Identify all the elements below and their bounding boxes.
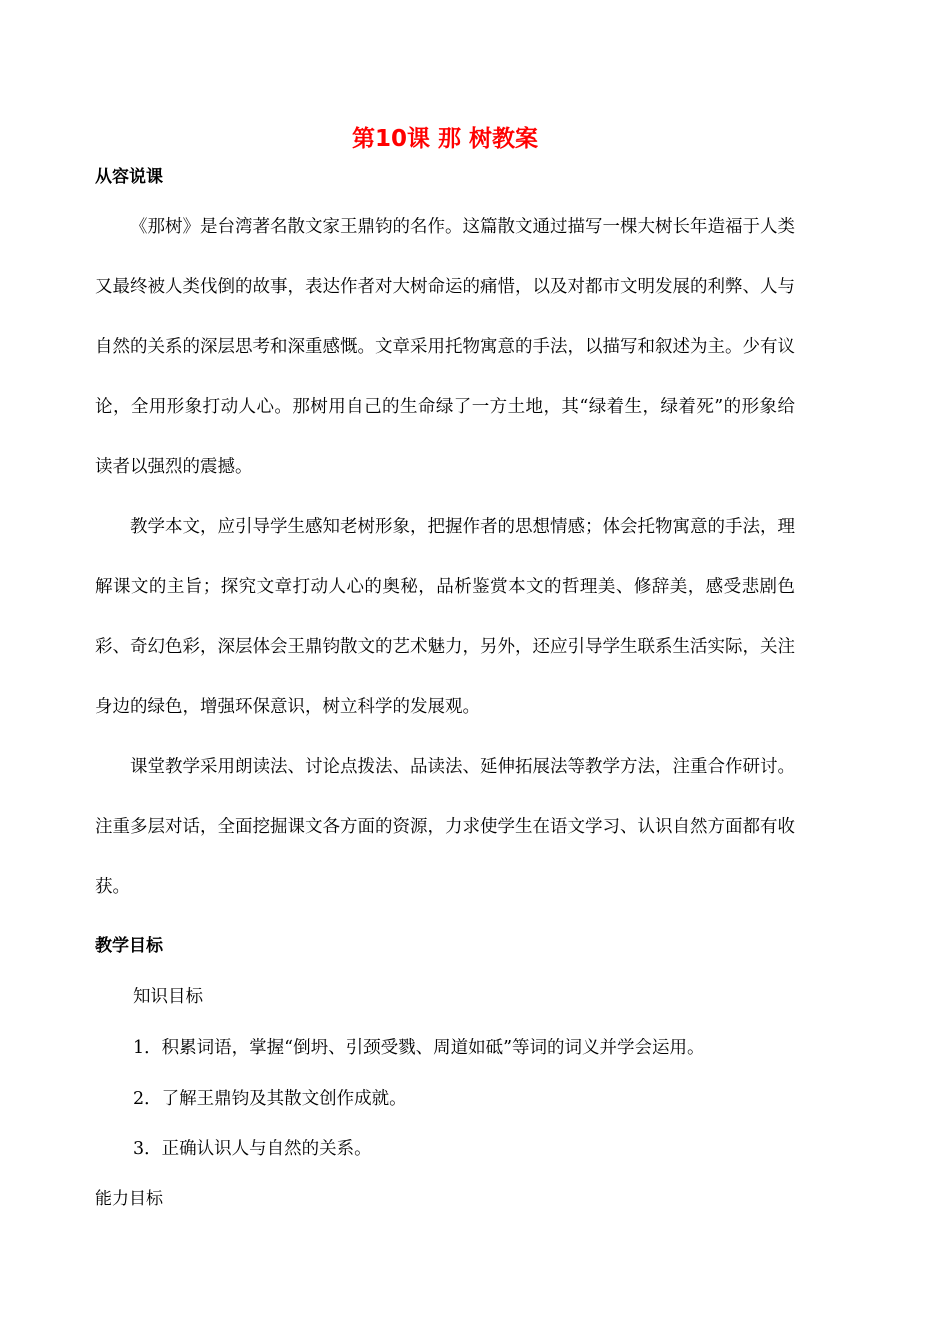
page-title: 第10课 那 树教案 — [351, 126, 539, 152]
section-heading-teaching-goals: 教学目标 — [95, 936, 163, 956]
paragraph-2: 教学本文，应引导学生感知老树形象，把握作者的思想情感；体会托物寓意的手法，理解课文的主旨；探究文章打动人心的奥秘，品析鉴赏本文的哲理美、修辞美，感受悲剧色彩、奇幻色彩，深层体会王鼎钧散文的艺术魅力，另外，还应引导学生联系生活实际，关注身边的绿色，增强环保意识，树立科学的发展观。 — [95, 517, 795, 717]
knowledge-item-2: 2．了解王鼎钧及其散文创作成就。 — [133, 1089, 407, 1109]
section-heading-lesson-intro: 从容说课 — [95, 167, 163, 187]
paragraph-1: 《那树》是台湾著名散文家王鼎钧的名作。这篇散文通过描写一棵大树长年造福于人类又最终被人类伐倒的故事，表达作者对大树命运的痛惜，以及对都市文明发展的利弊、人与自然的关系的深层思考和深重感慨。文章采用托物寓意的手法，以描写和叙述为主。少有议论，全用形象打动人心。那树用自己的生命绿了一方土地，其“绿着生，绿着死”的形象给读者以强烈的震撼。 — [95, 217, 795, 477]
ability-goals-heading: 能力目标 — [95, 1189, 163, 1209]
knowledge-item-3: 3．正确认识人与自然的关系。 — [133, 1139, 372, 1159]
knowledge-goals-heading: 知识目标 — [133, 987, 203, 1007]
paragraph-3: 课堂教学采用朗读法、讨论点拨法、品读法、延伸拓展法等教学方法，注重合作研讨。注重多层对话，全面挖掘课文各方面的资源，力求使学生在语文学习、认识自然方面都有收获。 — [95, 757, 795, 897]
knowledge-item-1: 1．积累词语，掌握“倒坍、引颈受戮、周道如砥”等词的词义并学会运用。 — [133, 1038, 705, 1058]
